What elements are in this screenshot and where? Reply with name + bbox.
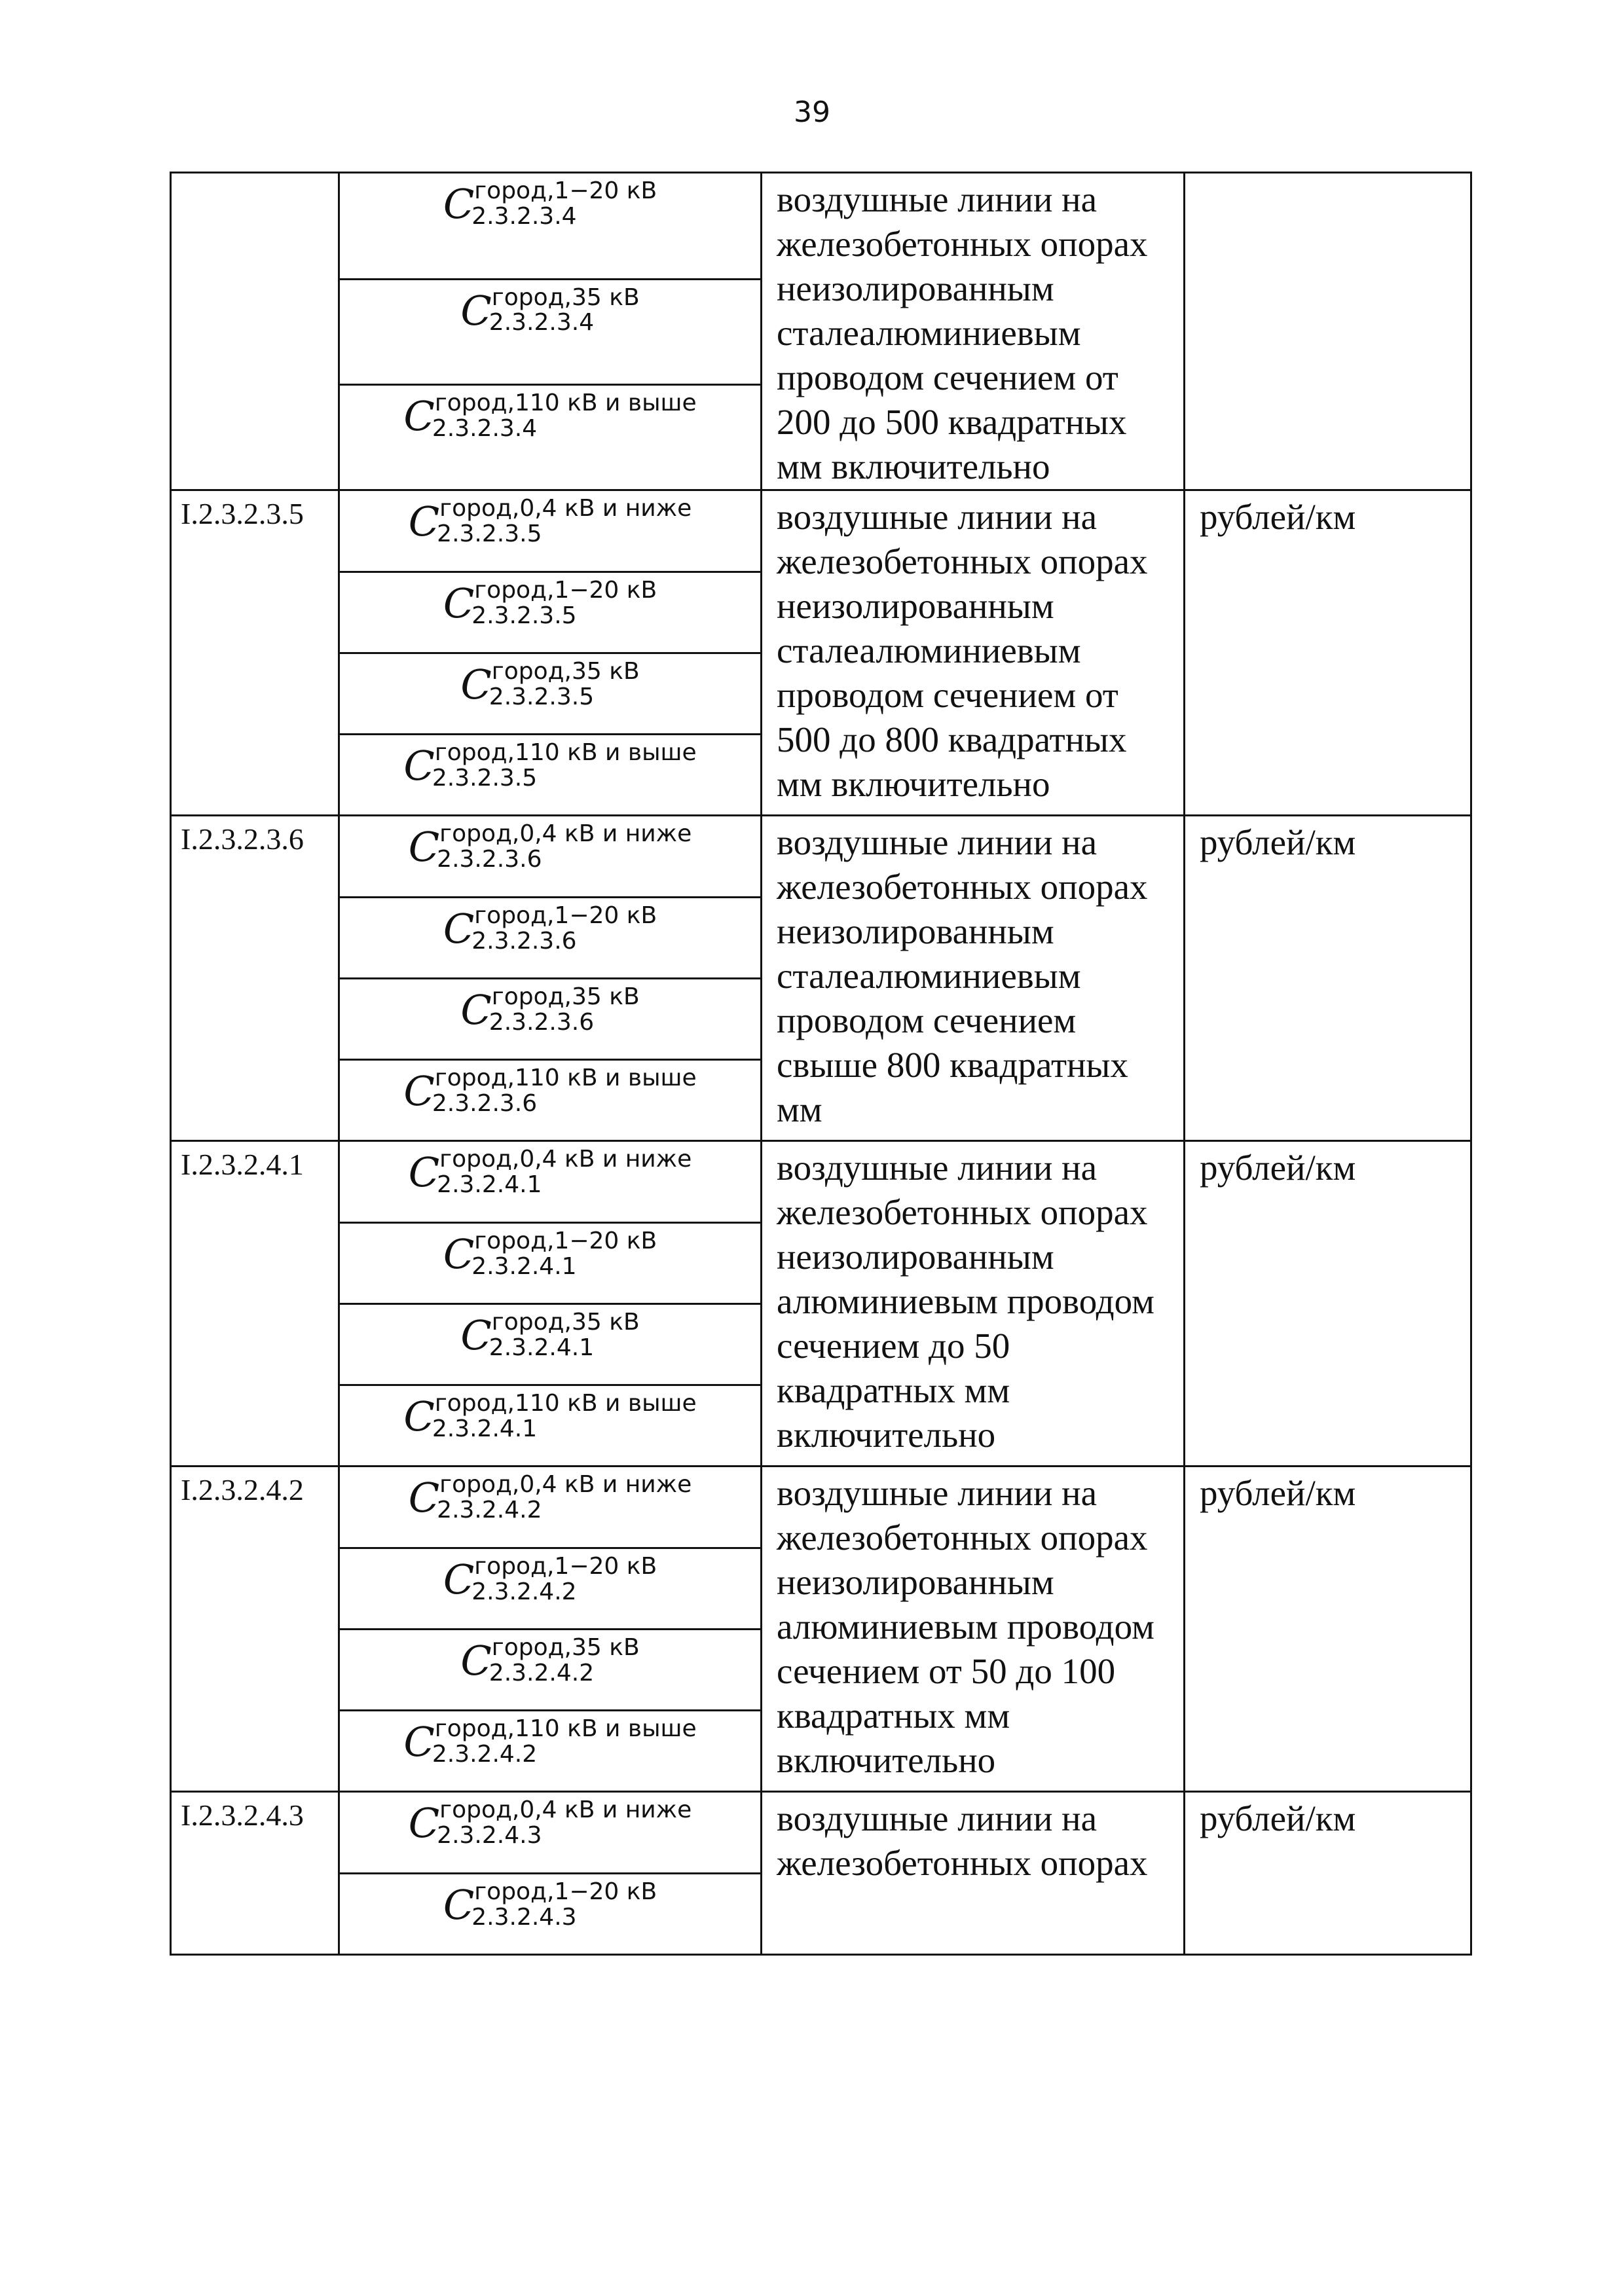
table-row [171,1467,1471,1548]
symbol-superscript: город,110 кВ и выше [434,389,697,416]
symbol-superscript: город,110 кВ и выше [434,739,697,766]
formula-cell [339,979,762,1060]
tariff-symbol [409,491,692,547]
symbol-subscript: 2.3.2.4.2 [489,1659,595,1686]
row-description: воздушные линии на железобетонных опорах неизолированным алюминиевым проводом сечением до 50 квадратных мм включительно [762,1141,1185,1467]
table-row [171,1141,1471,1223]
symbol-letter: C [408,1148,440,1196]
symbol-letter: C [460,1637,492,1685]
symbol-superscript: город,1−20 кВ [474,577,657,604]
tariff-symbol [403,386,696,442]
tariff-symbol [409,1467,692,1523]
tariff-symbol [443,573,657,629]
symbol-subscript: 2.3.2.4.3 [471,1903,577,1931]
formula-cell [339,490,762,572]
row-code: I.2.3.2.4.3 [171,1792,339,1955]
row-description: воздушные линии на железобетонных опорах неизолированным сталеалюминиевым проводом сечением свыше 800 квадратных мм [762,816,1185,1141]
symbol-superscript: город,0,4 кВ и ниже [439,820,692,847]
tariff-symbol [403,1061,696,1117]
symbol-superscript: город,35 кВ [491,983,640,1010]
symbol-superscript: город,35 кВ [491,658,640,685]
symbol-superscript: город,0,4 кВ и ниже [439,1146,692,1173]
symbol-superscript: город,110 кВ и выше [434,1715,697,1742]
tariff-symbol [409,1142,692,1198]
symbol-superscript: город,110 кВ и выше [434,1065,697,1091]
row-code: I.2.3.2.3.6 [171,816,339,1141]
symbol-letter: C [408,498,440,545]
tariff-symbol [443,1224,657,1280]
symbol-subscript: 2.3.2.4.2 [437,1496,542,1523]
tariff-symbol [409,816,692,873]
symbol-letter: C [443,1556,475,1603]
tariff-symbol [460,1630,639,1686]
symbol-subscript: 2.3.2.4.1 [437,1171,542,1198]
symbol-letter: C [443,1230,475,1278]
symbol-letter: C [460,1311,492,1359]
formula-cell [339,1385,762,1467]
row-unit: рублей/км [1185,1141,1471,1467]
row-description: воздушные линии на железобетонных опорах [762,1792,1185,1955]
symbol-superscript: город,110 кВ и выше [434,1390,697,1417]
symbol-subscript: 2.3.2.3.5 [489,683,595,710]
row-code: I.2.3.2.4.1 [171,1141,339,1467]
table-row [171,1792,1471,1874]
symbol-subscript: 2.3.2.3.4 [432,414,538,442]
symbol-subscript: 2.3.2.3.5 [437,520,542,547]
row-code: I.2.3.2.4.2 [171,1467,339,1792]
symbol-letter: C [443,905,475,953]
page-number: 39 [794,96,830,129]
formula-cell [339,1792,762,1874]
formula-cell [339,816,762,898]
symbol-subscript: 2.3.2.3.4 [471,202,577,230]
formula-cell [339,1711,762,1792]
tariff-symbol [403,1711,696,1768]
table-row [171,816,1471,898]
symbol-letter: C [408,823,440,871]
row-description: воздушные линии на железобетонных опорах неизолированным сталеалюминиевым проводом сечением от 200 до 500 квадратных мм включительно [762,173,1185,490]
row-unit: рублей/км [1185,490,1471,816]
table-row [171,490,1471,572]
formula-cell [339,653,762,735]
symbol-letter: C [443,1881,475,1929]
symbol-letter: C [460,661,492,708]
symbol-superscript: город,35 кВ [491,1309,640,1336]
formula-cell [339,279,762,384]
symbol-superscript: город,0,4 кВ и ниже [439,495,692,522]
tariff-symbol [460,280,639,337]
tariff-symbol [460,1305,639,1361]
symbol-subscript: 2.3.2.3.4 [489,309,595,337]
symbol-subscript: 2.3.2.3.5 [432,764,538,792]
symbol-letter: C [443,579,475,627]
row-description: воздушные линии на железобетонных опорах неизолированным сталеалюминиевым проводом сечением от 500 до 800 квадратных мм включительно [762,490,1185,816]
tariff-symbol [403,735,696,792]
tariff-symbol [460,979,639,1036]
formula-cell [339,1874,762,1955]
symbol-letter: C [408,1799,440,1847]
tariff-table [170,172,1472,1956]
symbol-subscript: 2.3.2.4.3 [437,1821,542,1849]
formula-cell [339,1141,762,1223]
symbol-superscript: город,1−20 кВ [474,1878,657,1905]
symbol-letter: C [403,742,435,790]
symbol-subscript: 2.3.2.3.6 [432,1089,538,1117]
symbol-letter: C [403,1067,435,1115]
row-unit: рублей/км [1185,1792,1471,1955]
symbol-letter: C [403,1393,435,1440]
formula-cell [339,735,762,816]
symbol-superscript: город,0,4 кВ и ниже [439,1471,692,1498]
row-unit [1185,173,1471,490]
row-code [171,173,339,490]
tariff-symbol [443,173,657,230]
tariff-symbol [403,1386,696,1442]
symbol-superscript: город,1−20 кВ [474,902,657,929]
symbol-letter: C [403,1718,435,1766]
symbol-subscript: 2.3.2.4.1 [432,1415,538,1442]
formula-cell [339,173,762,280]
symbol-letter: C [460,986,492,1034]
row-unit: рублей/км [1185,816,1471,1141]
symbol-subscript: 2.3.2.3.5 [471,602,577,629]
row-description: воздушные линии на железобетонных опорах неизолированным алюминиевым проводом сечением от 50 до 100 квадратных мм включительно [762,1467,1185,1792]
symbol-letter: C [408,1474,440,1522]
row-code: I.2.3.2.3.5 [171,490,339,816]
tariff-symbol [409,1793,692,1849]
symbol-superscript: город,0,4 кВ и ниже [439,1796,692,1823]
tariff-symbol [443,898,657,955]
formula-cell [339,1630,762,1711]
symbol-subscript: 2.3.2.4.2 [432,1740,538,1768]
symbol-subscript: 2.3.2.4.1 [489,1334,595,1361]
symbol-letter: C [403,392,435,440]
symbol-letter: C [443,180,475,228]
formula-cell [339,1223,762,1304]
row-unit: рублей/км [1185,1467,1471,1792]
symbol-subscript: 2.3.2.3.6 [437,845,542,873]
symbol-superscript: город,1−20 кВ [474,1228,657,1254]
tariff-symbol [443,1874,657,1931]
formula-cell [339,384,762,490]
formula-cell [339,1548,762,1630]
symbol-subscript: 2.3.2.4.2 [471,1578,577,1605]
symbol-superscript: город,35 кВ [491,283,640,311]
formula-cell [339,1304,762,1385]
symbol-superscript: город,35 кВ [491,1634,640,1661]
tariff-symbol [460,654,639,710]
tariff-symbol [443,1549,657,1605]
symbol-superscript: город,1−20 кВ [474,177,657,204]
formula-cell [339,1060,762,1141]
symbol-letter: C [460,286,492,335]
symbol-subscript: 2.3.2.4.1 [471,1252,577,1280]
table-row [171,173,1471,280]
symbol-subscript: 2.3.2.3.6 [471,927,577,955]
symbol-subscript: 2.3.2.3.6 [489,1008,595,1036]
formula-cell [339,1467,762,1548]
symbol-superscript: город,1−20 кВ [474,1553,657,1580]
formula-cell [339,572,762,653]
formula-cell [339,898,762,979]
